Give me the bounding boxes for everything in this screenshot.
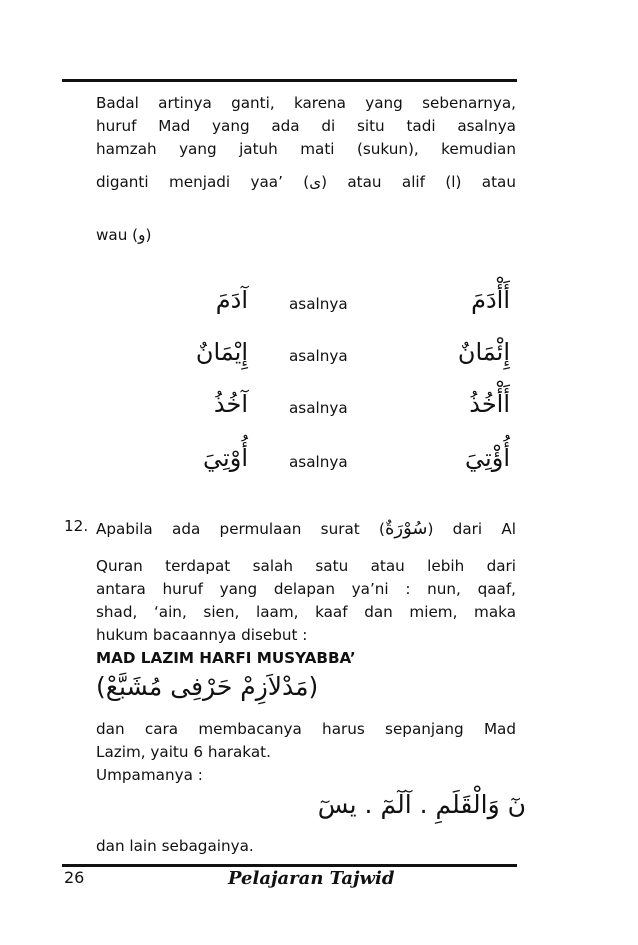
closing-text: dan lain sebagainya. [96, 837, 254, 855]
intro-line-5-before: wau ( [96, 226, 139, 244]
intro-line-5-after: ) [145, 226, 152, 244]
example-row [0, 390, 638, 436]
arabic-example: نٓ وَالْقَلَمِ . آلٓمٓ . يسٓ [317, 790, 526, 819]
intro-line-1: Badal artinya ganti, karena yang sebenarnya, [96, 94, 516, 112]
example-asalnya: asalnya [289, 347, 348, 365]
item12-line-1-before: Apabila ada permulaan surat ( [96, 520, 385, 538]
item12-desc-line-2: Lazim, yaitu 6 harakat. [96, 743, 271, 761]
example-result: إِيْمَانٌ [195, 338, 248, 366]
arabic-alif: ا [451, 173, 456, 191]
intro-line-4-before: diganti menjadi yaa’ ( [96, 173, 310, 191]
item12-line-1 [96, 517, 516, 541]
book-title: Pelajaran Tajwid [228, 868, 395, 889]
example-asalnya: asalnya [289, 295, 348, 313]
item12-line-3: antara huruf yang delapan ya’ni : nun, qaaf, [96, 580, 516, 598]
example-origin: إِئْمَانٌ [457, 338, 510, 366]
arabic-surah: سُوْرَةٌ [384, 518, 428, 539]
arabic-yaa: ى [309, 173, 322, 191]
item-number: 12. [64, 517, 89, 535]
item12-description [96, 718, 516, 741]
item12-line-5: hukum bacaannya disebut : [96, 626, 308, 644]
item12-desc-line-1: dan cara membacanya harus sepanjang Mad [96, 720, 516, 738]
example-row [0, 444, 638, 490]
example-origin: أُؤْتِيَ [465, 444, 510, 472]
arabic-mad-lazim-name: (مَدْلاَزِمْ حَرْفِى مُشَبَّعْ) [96, 672, 319, 701]
page-number: 26 [64, 868, 85, 887]
example-result: أُوْتِيَ [203, 444, 248, 472]
example-result: آخُذُ [213, 390, 248, 418]
example-row [0, 286, 638, 332]
item12-line-2: Quran terdapat salah satu atau lebih dari [96, 557, 516, 575]
bottom-rule [62, 864, 517, 867]
example-asalnya: asalnya [289, 453, 348, 471]
top-rule [62, 79, 517, 82]
example-origin: أَأْدَمَ [471, 286, 510, 314]
example-asalnya: asalnya [289, 399, 348, 417]
intro-line-4 [96, 171, 516, 194]
intro-line-4-after: ) atau [455, 173, 516, 191]
mad-lazim-heading: MAD LAZIM HARFI MUSYABBA’ [96, 649, 356, 667]
intro-line-4-mid: ) atau alif ( [321, 173, 452, 191]
item12-line-1-after: ) dari Al [427, 520, 516, 538]
intro-line-5 [96, 224, 516, 247]
example-row [0, 338, 638, 384]
arabic-wau: و [138, 226, 146, 244]
example-result: آدَمَ [215, 286, 248, 314]
item12-line-4: shad, ‘ain, sien, laam, kaaf dan miem, maka [96, 603, 516, 621]
item12-paragraph [96, 555, 516, 624]
example-origin: أَأْخُذُ [469, 390, 510, 418]
intro-line-2: huruf Mad yang ada di situ tadi asalnya [96, 117, 516, 135]
intro-paragraph [96, 92, 516, 161]
intro-line-3: hamzah yang jatuh mati (sukun), kemudian [96, 140, 516, 158]
example-label: Umpamanya : [96, 766, 203, 784]
